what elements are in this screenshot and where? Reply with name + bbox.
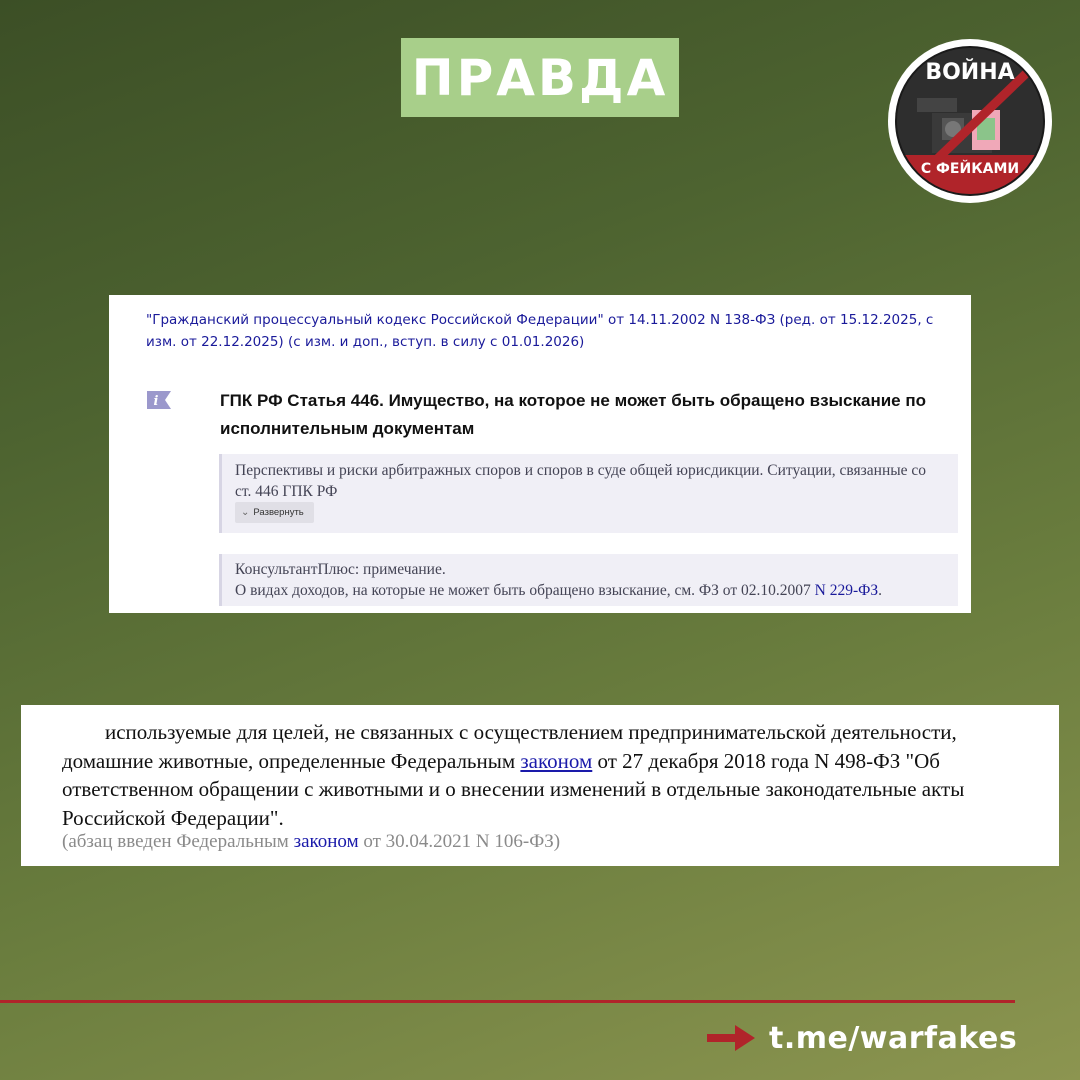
law-link[interactable]: законом: [520, 748, 593, 773]
badge-label: ПРАВДА: [411, 48, 669, 107]
practice-note: [219, 454, 958, 533]
consultant-note-body-end: .: [878, 582, 882, 599]
document-title-link[interactable]: "Гражданский процессуальный кодекс Российской Федерации": [146, 312, 604, 328]
consultant-note-heading: КонсультантПлюс: примечание.: [235, 561, 446, 578]
info-icon-glyph: i: [153, 394, 159, 409]
logo-bottom-text: С ФЕЙКАМИ: [920, 161, 1020, 177]
footer: [707, 1012, 1017, 1064]
consultant-note-body: [235, 580, 955, 601]
info-icon: [145, 389, 175, 411]
law-excerpt-text: [62, 718, 1022, 832]
article-title: ГПК РФ Статья 446. Имущество, на которое не может быть обращено взыскание по исполнительным документам: [220, 391, 927, 438]
logo-top-text: ВОЙНА: [925, 60, 1015, 85]
consultant-note-body-text: О видах доходов, на которые не может быть обращено взыскание, см. ФЗ от 02.10.2007: [235, 582, 815, 599]
consultant-card: [109, 295, 971, 613]
document-title: [146, 309, 946, 353]
consultant-note: [219, 554, 958, 606]
footer-divider: [0, 1000, 1015, 1003]
law-229-link[interactable]: N 229-ФЗ: [814, 582, 879, 599]
law-note-link[interactable]: законом: [293, 831, 359, 852]
practice-note-text: Перспективы и риски арбитражных споров и споров в суде общей юрисдикции. Ситуации, связанные со ст. 446 ГПК РФ: [235, 462, 927, 500]
document-title-details: от 14.11.2002 N 138-ФЗ (ред. от 15.12.2025, с изм. от 22.12.2025) (с изм. и доп., вступ. в силу с 01.01.2026): [146, 312, 934, 350]
expand-button[interactable]: [235, 502, 314, 523]
chevron-down-icon: ⌄: [241, 507, 250, 518]
law-note-post: от 30.04.2021 N 106-ФЗ): [358, 831, 561, 852]
expand-button-label: Развернуть: [253, 507, 304, 518]
war-on-fakes-logo: [887, 38, 1053, 204]
consultant-note-text: [235, 559, 955, 601]
law-text-part1: используемые для целей, не связанных с осуществлением предпринимательской деятельности, домашние животные, определенные Федеральным: [62, 720, 957, 773]
law-note-pre: (абзац введен Федеральным: [62, 831, 294, 852]
telegram-handle[interactable]: t.me/warfakes: [769, 1020, 1018, 1056]
law-amendment-note: [62, 831, 560, 853]
logo-graphic: [887, 38, 1053, 204]
pravda-badge: [401, 38, 679, 117]
arrow-right-icon: [707, 1023, 757, 1053]
law-excerpt-card: [21, 705, 1059, 866]
law-text-part2: от 27 декабря 2018 года N 498-ФЗ "Об ответственном обращении с животными и о внесении изменений в отдельные законодательные акты Российской Федерации".: [62, 748, 965, 830]
